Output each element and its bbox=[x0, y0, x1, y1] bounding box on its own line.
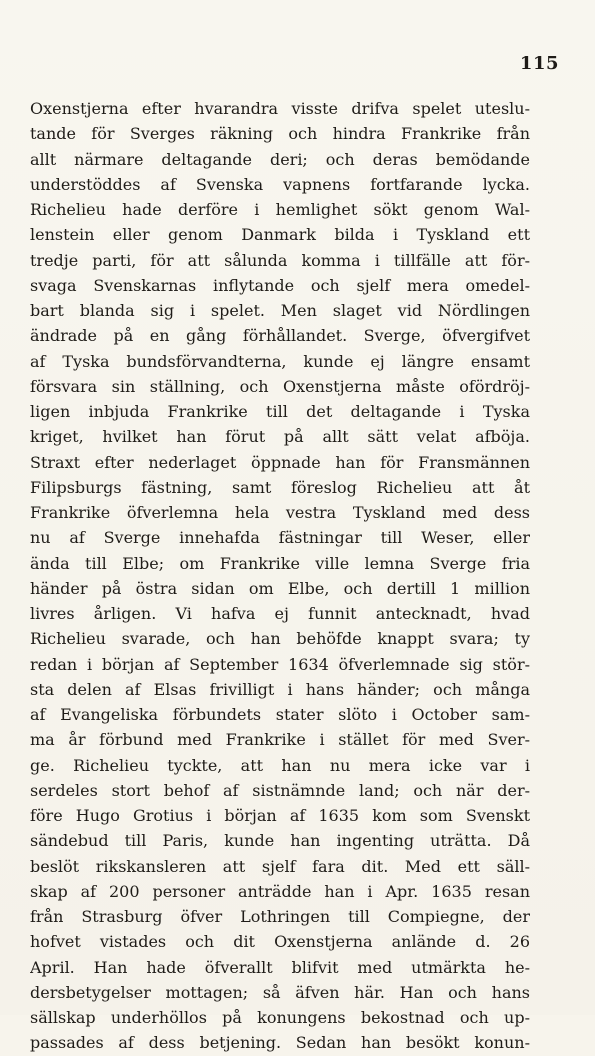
body-text bbox=[30, 96, 530, 1056]
text-line: Richelieu svarade, och han behöfde knappt svara; ty bbox=[30, 629, 530, 649]
text-line: ändrade på en gång förhållandet. Sverge, öfvergifvet bbox=[30, 326, 530, 346]
text-line: understöddes af Svenska vapnens fortfarande lycka. bbox=[30, 174, 530, 194]
text-line: från Strasburg öfver Lothringen till Compiegne, der bbox=[30, 907, 530, 926]
text-line: sällskap underhöllos på konungens bekostnad och up- bbox=[30, 1008, 530, 1027]
text-line: Frankrike öfverlemna hela vestra Tyskland med dess bbox=[30, 503, 530, 522]
text-line: bart blanda sig i spelet. Men slaget vid Nördlingen bbox=[30, 301, 530, 320]
text-line: händer på östra sidan om Elbe, och dertill 1 million bbox=[30, 578, 530, 598]
text-line: svaga Svenskarnas inflytande och sjelf mera omedel- bbox=[30, 275, 530, 295]
text-line: nu af Sverge innehafda fästningar till Weser, eller bbox=[30, 528, 530, 548]
text-line: af Evangeliska förbundets stater slöto i October sam- bbox=[30, 705, 530, 724]
text-line: allt närmare deltagande deri; och deras bemödande bbox=[30, 149, 530, 169]
text-line: hofvet vistades och dit Oxenstjerna anlände d. 26 bbox=[30, 932, 530, 952]
text-line: dersbetygelser mottagen; så äfven här. Han och hans bbox=[30, 982, 530, 1002]
text-line: tredje parti, för att sålunda komma i tillfälle att för- bbox=[30, 250, 530, 270]
text-line: tande för Sverges räkning och hindra Frankrike från bbox=[30, 124, 530, 144]
text-line: passades af dess betjening. Sedan han besökt konun- bbox=[30, 1033, 530, 1053]
text-line: af Tyska bundsförvandterna, kunde ej längre ensamt bbox=[30, 351, 530, 371]
text-line: Filipsburgs fästning, samt föreslog Richelieu att åt bbox=[30, 477, 530, 497]
text-line: beslöt rikskansleren att sjelf fara dit. Med ett säll- bbox=[30, 856, 530, 876]
text-line: ge. Richelieu tyckte, att han nu mera icke var i bbox=[30, 755, 530, 775]
text-line: redan i början af September 1634 öfverlemnade sig stör- bbox=[30, 654, 530, 674]
text-line: ma år förbund med Frankrike i stället för med Sver- bbox=[30, 730, 530, 750]
text-line: försvara sin ställning, och Oxenstjerna måste ofördröj- bbox=[30, 376, 530, 396]
text-line: livres årligen. Vi hafva ej funnit antecknadt, hvad bbox=[30, 604, 530, 623]
text-line: Richelieu hade derföre i hemlighet sökt genom Wal- bbox=[30, 200, 530, 219]
text-line: April. Han hade öfverallt blifvit med utmärkta he- bbox=[30, 957, 530, 977]
text-line: serdeles stort behof af sistnämnde land; och när der- bbox=[30, 780, 530, 800]
text-line: sändebud till Paris, kunde han ingenting uträtta. Då bbox=[30, 831, 530, 851]
text-line: Oxenstjerna efter hvarandra visste drifva spelet uteslu- bbox=[30, 99, 530, 118]
text-line: lenstein eller genom Danmark bilda i Tyskland ett bbox=[30, 225, 530, 245]
text-line: sta delen af Elsas frivilligt i hans händer; och många bbox=[30, 679, 530, 699]
text-line: skap af 200 personer anträdde han i Apr. 1635 resan bbox=[30, 881, 530, 901]
text-line: ligen inbjuda Frankrike till det deltagande i Tyska bbox=[30, 402, 530, 421]
text-line: ända till Elbe; om Frankrike ville lemna Sverge fria bbox=[30, 553, 530, 573]
text-line: före Hugo Grotius i början af 1635 kom som Svenskt bbox=[30, 806, 530, 825]
text-line: kriget, hvilket han förut på allt sätt velat afböja. bbox=[30, 427, 530, 447]
text-line: Straxt efter nederlaget öppnade han för Fransmännen bbox=[30, 452, 530, 472]
page-number: 115 bbox=[519, 53, 559, 74]
